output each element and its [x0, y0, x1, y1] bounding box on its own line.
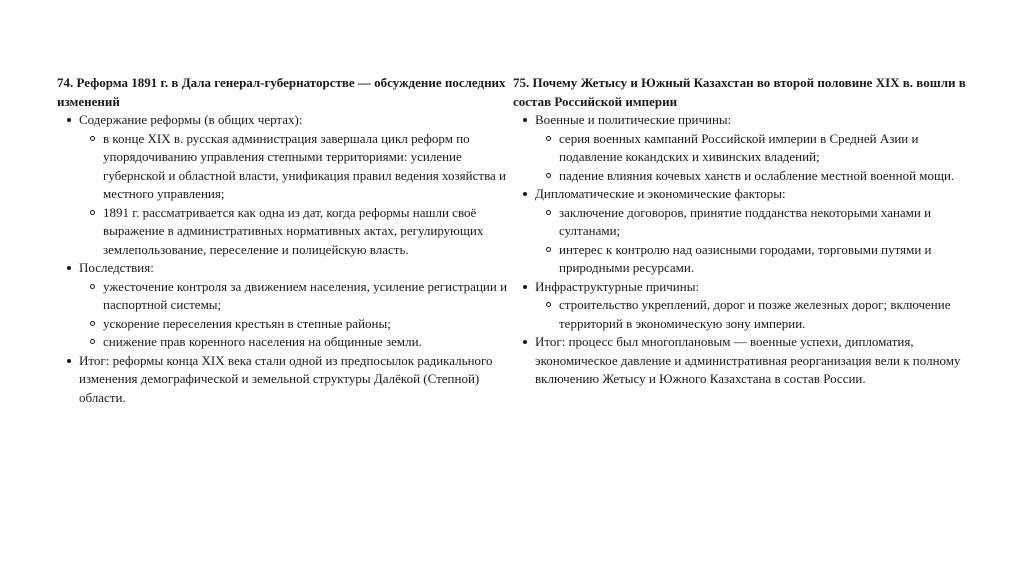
sub-list — [535, 296, 975, 333]
left-column — [57, 74, 519, 407]
sub-list — [79, 130, 519, 260]
sub-list-item: в конце XIX в. русская администрация завершала цикл реформ по упорядочиванию управления степными территориями: усиление губернской и областной власти, унификация правил ведения хозяйства и местного управления; — [103, 130, 519, 204]
sub-list-item: строительство укреплений, дорог и позже железных дорог; включение территорий в экономическую зону империи. — [559, 296, 975, 333]
list-item-text: Последствия: — [79, 260, 154, 275]
list-item — [535, 333, 975, 389]
list-item-text: Итог: процесс был многоплановым — военные успехи, дипломатия, экономическое давление и административная реорганизация вели к полному включению Жетысу и Южного Казахстана в состав России. — [535, 334, 961, 386]
sub-list-item: серия военных кампаний Российской империи в Средней Азии и подавление кокандских и хивинских владений; — [559, 130, 975, 167]
list-item-text: Инфраструктурные причины: — [535, 278, 700, 294]
list-item — [535, 278, 975, 334]
sub-list-item: ужесточение контроля за движением населения, усиление регистрации и паспортной системы; — [103, 278, 519, 315]
list-item-text: Содержание реформы (в общих чертах): — [79, 112, 303, 127]
right-bullet-list — [513, 111, 975, 389]
left-bullet-list — [57, 111, 519, 407]
list-item — [79, 111, 519, 259]
list-item — [535, 185, 975, 278]
sub-list-item: падение влияния кочевых ханств и ослабление местной военной мощи. — [559, 167, 975, 186]
left-heading: 74. Реформа 1891 г. в Дала генерал-губернаторстве — обсуждение последних изменений — [57, 75, 506, 109]
sub-list-item: 1891 г. рассматривается как одна из дат, когда реформы нашли своё выражение в административных нормативных актах, регулирующих землепользование, переселение и полицейскую власть. — [103, 204, 519, 260]
list-item-text: Дипломатические и экономические факторы: — [535, 186, 786, 201]
list-item — [79, 259, 519, 352]
sub-list-item: интерес к контролю над оазисными городами, торговыми путями и природными ресурсами. — [559, 241, 975, 278]
right-column — [513, 74, 975, 389]
list-item-text: Военные и политические причины: — [535, 112, 732, 127]
list-item — [79, 352, 519, 408]
sub-list-item: снижение прав коренного населения на общинные земли. — [103, 333, 519, 352]
right-heading: 75. Почему Жетысу и Южный Казахстан во второй половине XIX в. вошли в состав Российской империи — [513, 75, 966, 109]
sub-list — [79, 278, 519, 352]
sub-list-item: ускорение переселения крестьян в степные районы; — [103, 315, 519, 334]
sub-list-item: заключение договоров, принятие подданства некоторыми ханами и султанами; — [559, 204, 975, 241]
list-item — [535, 111, 975, 185]
list-item-text: Итог: реформы конца XIX века стали одной из предпосылок радикального изменения демографической и земельной структуры Далёкой (Степной) области. — [79, 352, 493, 405]
sub-list — [535, 204, 975, 278]
sub-list — [535, 130, 975, 186]
